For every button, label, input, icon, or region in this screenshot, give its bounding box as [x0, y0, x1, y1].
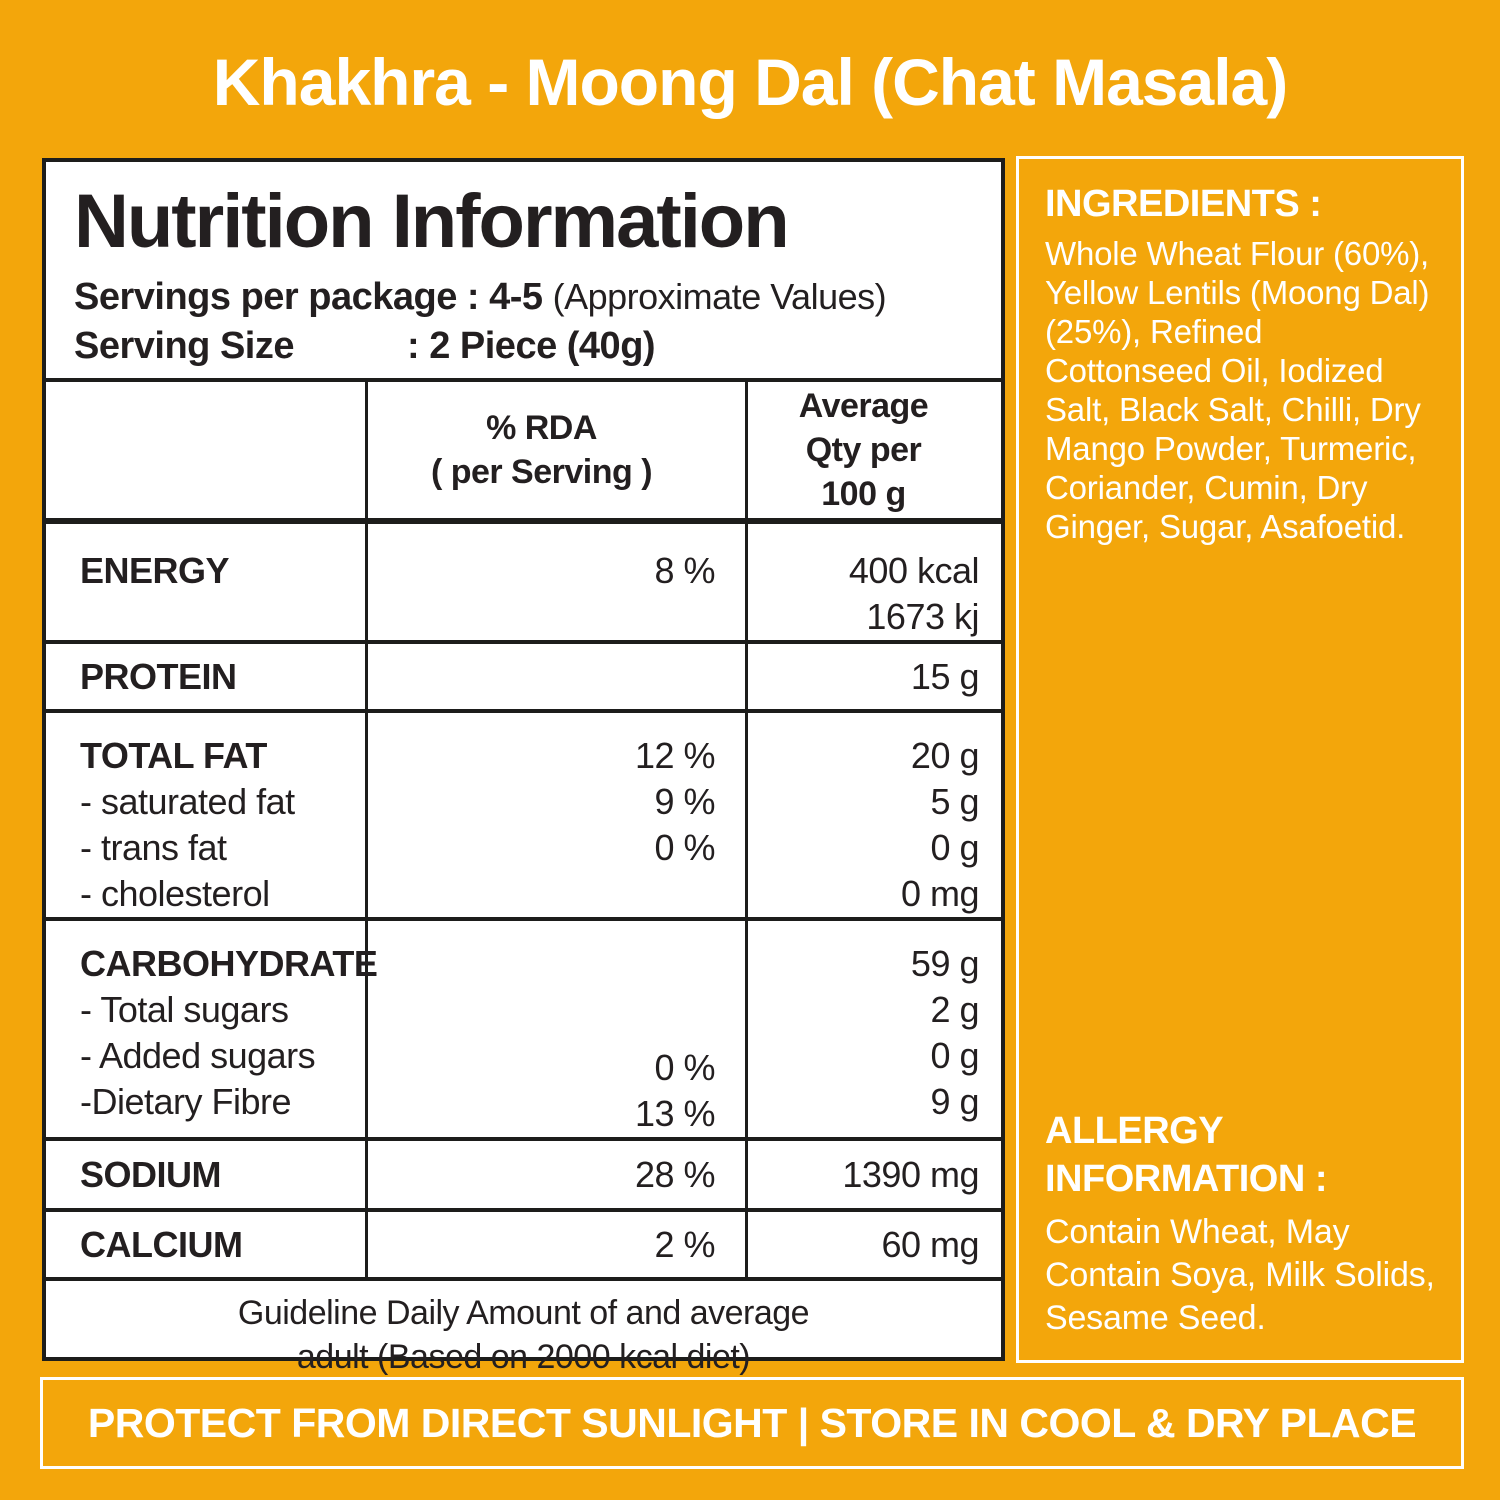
table-row [46, 1212, 1001, 1281]
qty-value-cell: 59 g 2 g 0 g 9 g [910, 943, 979, 1122]
allergy-heading: ALLERGY INFORMATION : [1045, 1110, 1327, 1200]
rda-header-cell: % RDA ( per Serving ) [368, 382, 748, 518]
nutrition-table [46, 378, 1001, 1378]
nutrient-label-cell: TOTAL FAT - saturated fat - trans fat - cholesterol [46, 713, 368, 917]
nutrient-label-cell: CALCIUM [46, 1212, 368, 1277]
serving-size-value: : 2 Piece (40g) [407, 325, 656, 367]
qty-header-cell: Average Qty per 100 g [798, 387, 929, 513]
servings-note: (Approximate Values) [552, 276, 887, 317]
qty-value-cell: 15 g [910, 655, 979, 697]
rda-value-cell: 8 % [368, 524, 748, 640]
serving-size-line [74, 325, 973, 368]
rda-value-cell: 2 % [368, 1212, 748, 1277]
qty-value-cell: 60 mg [881, 1223, 979, 1265]
nutrient-header-cell [46, 382, 368, 518]
guideline-footnote: Guideline Daily Amount of and average adult (Based on 2000 kcal diet) [237, 1294, 810, 1376]
table-row [46, 644, 1001, 713]
storage-instructions-bar: PROTECT FROM DIRECT SUNLIGHT | STORE IN COOL & DRY PLACE [40, 1377, 1464, 1469]
table-row [46, 713, 1001, 921]
rda-value-cell [368, 644, 748, 709]
nutrition-heading: Nutrition Information [74, 179, 788, 264]
nutrition-panel-header [46, 162, 1001, 378]
table-header-row [46, 382, 1001, 524]
ingredients-panel [1016, 156, 1464, 1363]
rda-value-cell: 28 % [368, 1141, 748, 1208]
nutrient-label-cell: ENERGY [46, 524, 368, 640]
table-row [46, 1141, 1001, 1212]
rda-value-cell: 12 % 9 % 0 % [368, 713, 748, 917]
table-row [46, 524, 1001, 644]
nutrient-label-cell: SODIUM [46, 1141, 368, 1208]
table-body [46, 524, 1001, 1281]
product-title: Khakhra - Moong Dal (Chat Masala) [212, 45, 1288, 119]
allergy-text: Contain Wheat, May Contain Soya, Milk Solids, Sesame Seed. [1045, 1213, 1435, 1337]
nutrient-label-cell: PROTEIN [46, 644, 368, 709]
table-row [46, 921, 1001, 1141]
ingredients-heading: INGREDIENTS : [1045, 183, 1322, 225]
rda-value-cell: 0 % 13 % [368, 921, 748, 1137]
nutrient-label-cell: CARBOHYDRATE - Total sugars - Added sugars -Dietary Fibre [46, 921, 368, 1137]
servings-label: Servings per package : 4-5 [74, 276, 543, 318]
qty-value-cell: 1390 mg [842, 1153, 979, 1195]
allergy-block [1045, 1107, 1435, 1340]
serving-size-label: Serving Size [74, 325, 294, 367]
servings-per-package-line [74, 276, 973, 319]
ingredients-text: Whole Wheat Flour (60%), Yellow Lentils (Moong Dal) (25%), Refined Cottonseed Oil, Iodized Salt, Black Salt, Chilli, Dry Mango Powder, Turmeric, Coriander, Cumin, Dry Ginger, Sugar, Asafoetid. [1045, 235, 1430, 545]
qty-value-cell: 400 kcal 1673 kj [848, 550, 979, 637]
qty-value-cell: 20 g 5 g 0 g 0 mg [900, 735, 979, 914]
nutrition-panel [42, 158, 1005, 1376]
